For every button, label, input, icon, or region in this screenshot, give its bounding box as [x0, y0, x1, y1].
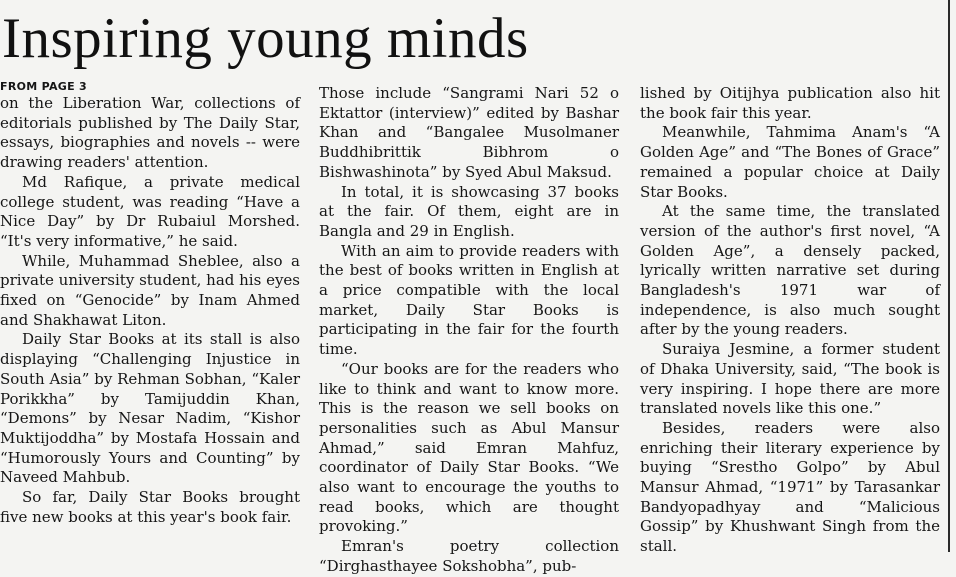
paragraph: “Our books are for the readers who like to think and want to know more. This is the reason we sell books on personalities such as Abul Mansur Ahmad,” said Emran Mahfuz, coordinator of Daily Star Books. “We also want to encourage the youths to read books, which are thought provoking.”	[319, 359, 619, 536]
paragraph: Emran's poetry collection “Dirghasthayee Sokshobha”, pub-	[319, 537, 619, 575]
paragraph: Besides, readers were also enriching their literary experience by buying “Srestho Golpo” by Abul Mansur Ahmad, “1971” by Tarasankar Bandyopadhyay and “Malicious Gossip” by Khushwant Singh from the stall.	[640, 418, 940, 556]
paragraph: lished by Oitijhya publication also hit the book fair this year.	[640, 84, 940, 122]
article-column-3	[640, 84, 940, 557]
paragraph: Those include “Sangrami Nari 52 o Ektattor (interview)” edited by Bashar Khan and “Bangalee Musolmaner Buddhibrittik Bibhrom o Bishwashinota” by Syed Abul Maksud.	[319, 84, 619, 181]
paragraph: Meanwhile, Tahmima Anam's “A Golden Age” and “The Bones of Grace” remained a popular choice at Daily Star Books.	[640, 123, 940, 201]
headline: Inspiring young minds	[2, 7, 529, 70]
paragraph: With an aim to provide readers with the best of books written in English at a price compatible with the local market, Daily Star Books is participating in the fair for the fourth time.	[319, 241, 619, 359]
paragraph: on the Liberation War, collections of editorials published by The Daily Star, essays, biographies and novels -- were drawing readers' attention.	[0, 94, 300, 172]
jump-line: FROM PAGE 3	[0, 80, 88, 93]
paragraph: Md Rafique, a private medical college student, was reading “Have a Nice Day” by Dr Rubaiul Morshed. “It's very informative,” he said.	[0, 172, 300, 250]
paragraph: In total, it is showcasing 37 books at the fair. Of them, eight are in Bangla and 29 in English.	[319, 182, 619, 240]
paragraph: So far, Daily Star Books brought five new books at this year's book fair.	[0, 488, 300, 526]
paragraph: While, Muhammad Sheblee, also a private university student, had his eyes fixed on “Genocide” by Inam Ahmed and Shakhawat Liton.	[0, 251, 300, 329]
paragraph: Suraiya Jesmine, a former student of Dhaka University, said, “The book is very inspiring. I hope there are more translated novels like this one.”	[640, 340, 940, 418]
paragraph: At the same time, the translated version of the author's first novel, “A Golden Age”, a densely packed, lyrically written narrative set during Bangladesh's 1971 war of independence, is also much sought after by the young readers.	[640, 202, 940, 339]
article-column-1	[0, 80, 300, 527]
article-column-2	[319, 84, 619, 577]
column-rule	[948, 0, 950, 552]
paragraph: Daily Star Books at its stall is also displaying “Challenging Injustice in South Asia” by Rehman Sobhan, “Kaler Porikkha” by Tamijuddin Khan, “Demons” by Nesar Nadim, “Kishor Muktijoddha” by Mostafa Hossain and “Humorously Yours and Counting” by Naveed Mahbub.	[0, 330, 300, 487]
